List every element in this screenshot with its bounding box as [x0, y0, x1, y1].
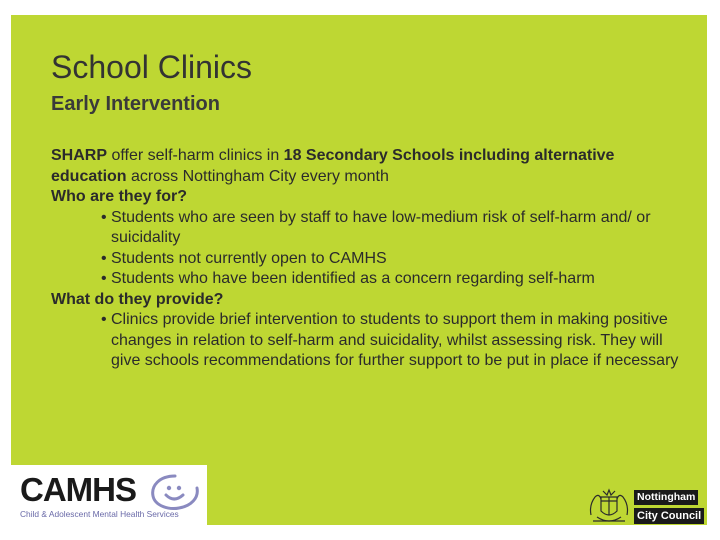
camhs-wordmark: CAMHS — [20, 471, 136, 508]
bullet-icon: • — [101, 208, 107, 226]
council-name-line2: City Council — [634, 508, 704, 524]
who-item-2: Students not currently open to CAMHS — [111, 249, 387, 267]
coat-of-arms-icon — [587, 487, 631, 527]
what-heading: What do they provide? — [51, 290, 224, 308]
who-item-1: Students who are seen by staff to have low-medium risk of self-harm and/ or suicidality — [111, 208, 651, 246]
slide-body — [51, 146, 691, 372]
bullet-icon: • — [101, 270, 107, 287]
list-item — [51, 269, 691, 290]
bullet-icon: • — [101, 249, 107, 267]
nottingham-council-logo — [587, 487, 707, 527]
bullet-icon: • — [101, 311, 107, 328]
camhs-logo — [11, 465, 207, 525]
list-item — [51, 310, 691, 372]
list-item — [51, 208, 691, 249]
smiley-face-icon — [147, 472, 203, 512]
council-name-line1: Nottingham — [634, 490, 698, 505]
intro-paragraph — [51, 146, 691, 187]
who-item-3: Students who have been identified as a concern regarding self-harm — [111, 270, 595, 287]
camhs-subtitle: Child & Adolescent Mental Health Services — [20, 509, 179, 519]
intro-bold-sharp: SHARP — [51, 147, 108, 164]
intro-text-2: across Nottingham City every month — [126, 167, 389, 185]
intro-bold-schools: 18 Secondary Schools including alternative education — [51, 147, 615, 185]
slide-background — [11, 15, 707, 525]
what-item-1: Clinics provide brief intervention to students to support them in making positive changes in relation to self-harm and suicidality, whilst assessing risk. They will give schools recommendations for further support to be put in place if necessary — [111, 311, 679, 369]
who-heading: Who are they for? — [51, 188, 188, 205]
list-item — [51, 249, 691, 270]
slide-subtitle: Early Intervention — [51, 93, 220, 115]
intro-text-1: offer self-harm clinics in — [107, 147, 284, 164]
slide-title: School Clinics — [51, 49, 252, 85]
